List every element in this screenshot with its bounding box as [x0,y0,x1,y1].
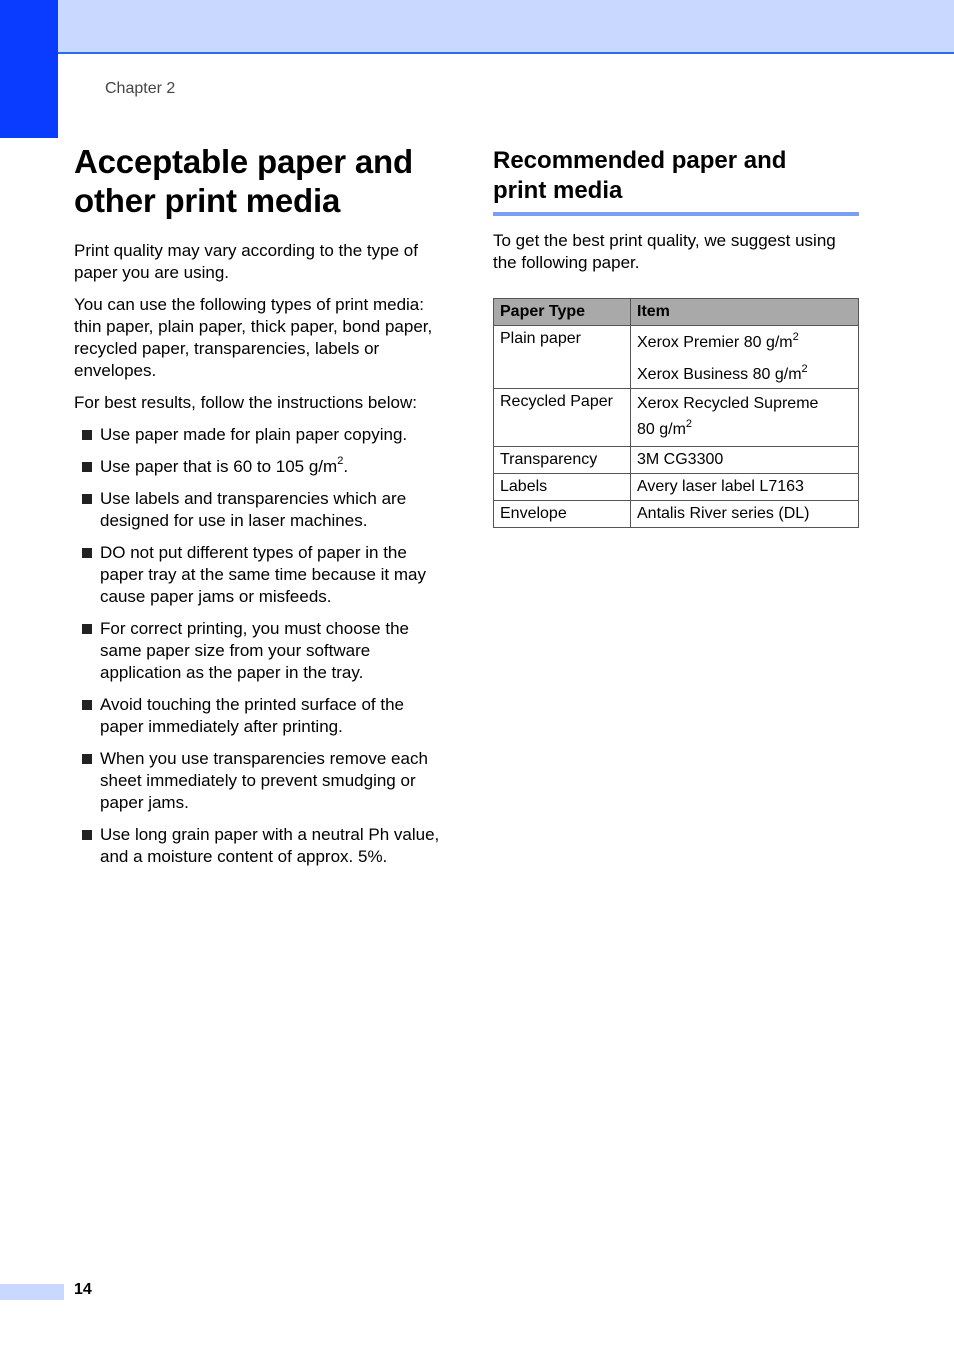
recommended-title [493,146,859,216]
list-item: When you use transparencies remove each sheet immediately to prevent smudging or paper jams. [74,748,446,814]
bullet-square-icon [82,548,92,558]
bullet-square-icon [82,830,92,840]
list-item: Avoid touching the printed surface of the paper immediately after printing. [74,694,446,738]
item-cell: Xerox Recycled Supreme 80 $g/m^2$ [631,389,859,447]
section-title [74,142,446,220]
list-item: Use paper made for plain paper copying. [74,424,446,446]
recommended-title-line2: print media [493,177,623,204]
footer-band [0,1284,64,1300]
media-types-paragraph: You can use the following types of print media: thin paper, plain paper, thick paper, bond paper, recycled paper, transparencies, labels or envelopes. [74,295,433,380]
item-cell: 3M CG3300 [631,447,859,474]
table-row [494,474,859,501]
header-paper-type: Paper Type [494,299,631,326]
paper-type-cell: Labels [494,474,631,501]
table-header-row [494,299,859,326]
bullet-square-icon [82,700,92,710]
bullet-square-icon [82,754,92,764]
item-cell: Antalis River series (DL) [631,501,859,528]
table-row [494,389,859,447]
paper-type-cell: Recycled Paper [494,389,631,447]
chapter-tab-marker [0,0,58,138]
section-title-line1: Acceptable paper and [74,143,413,180]
chapter-label: Chapter 2 [105,80,176,97]
bullet-square-icon [82,624,92,634]
paper-type-cell: Envelope [494,501,631,528]
page-number: 14 [74,1281,92,1298]
list-item: For correct printing, you must choose the same paper size from your software application as the paper in the tray. [74,618,446,684]
table-row [494,326,859,389]
header-item: Item [631,299,859,326]
right-column [493,146,859,274]
table-row [494,501,859,528]
bullet-square-icon [82,462,92,472]
item-cell: Avery laser label L7163 [631,474,859,501]
instruction-list [74,424,446,868]
item-cell: Xerox Premier 80 $g/m^2$ Xerox Business 80 $g/m^2$ [631,326,859,389]
list-item: Use paper that is 60 to 105 $g/m^2$. [74,456,446,478]
bullet-square-icon [82,494,92,504]
left-column [74,142,446,878]
paper-type-cell: Plain paper [494,326,631,389]
list-item: DO not put different types of paper in the paper tray at the same time because it may cause paper jams or misfeeds. [74,542,446,608]
bullet-square-icon [82,430,92,440]
instructions-lead: For best results, follow the instructions below: [74,393,417,412]
intro-paragraph: Print quality may vary according to the type of paper you are using. [74,241,418,282]
recommended-paper-table [493,298,859,528]
section-title-line2: other print media [74,182,341,219]
header-band [58,0,954,54]
list-item: Use long grain paper with a neutral Ph value, and a moisture content of approx. 5%. [74,824,446,868]
table-row [494,447,859,474]
paper-type-cell: Transparency [494,447,631,474]
recommended-intro: To get the best print quality, we suggest using the following paper. [493,231,836,272]
list-item: Use labels and transparencies which are designed for use in laser machines. [74,488,446,532]
recommended-title-line1: Recommended paper and [493,147,787,174]
